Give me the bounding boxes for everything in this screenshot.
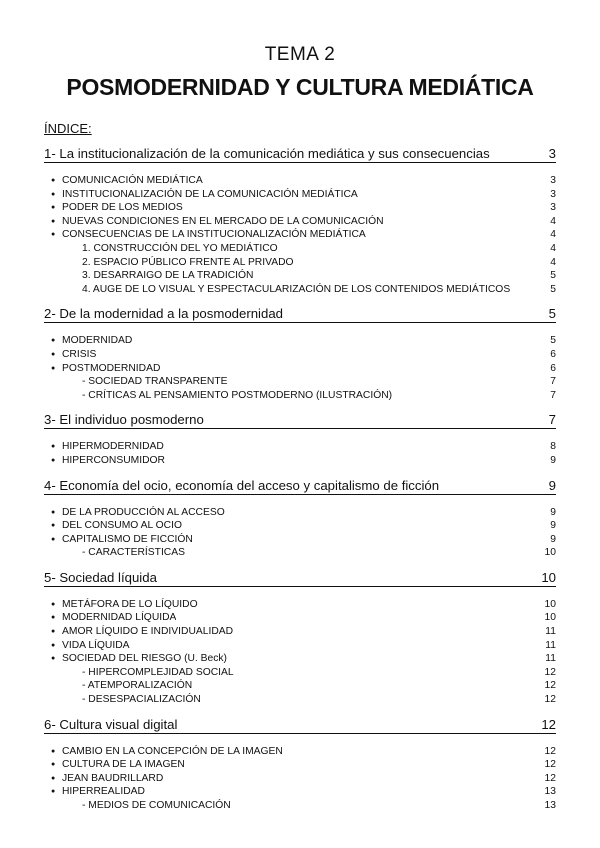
section-title: 1- La institucionalización de la comunicación mediática y sus consecuencias — [44, 146, 490, 161]
entry-page-number: 3 — [550, 175, 556, 186]
entry-label: ● PODER DE LOS MEDIOS — [44, 201, 183, 215]
toc-entry — [44, 174, 556, 188]
entry-page-number: 9 — [550, 533, 556, 545]
entry-label: ● CONSECUENCIAS DE LA INSTITUCIONALIZACIÓN MEDIÁTICA — [44, 228, 366, 242]
entry-label: ● COMUNICACIÓN MEDIÁTICA — [44, 174, 203, 188]
toc-entry — [44, 533, 556, 547]
toc-subentry — [44, 283, 556, 297]
section-page-number: 7 — [548, 412, 556, 428]
section-title: 6- Cultura visual digital — [44, 716, 178, 732]
toc-entry — [44, 215, 556, 229]
section-items — [44, 334, 556, 402]
entry-label: 1. CONSTRUCCIÓN DEL YO MEDIÁTICO — [82, 242, 278, 254]
toc-entry — [44, 772, 556, 786]
toc-entry — [44, 519, 556, 533]
toc-section — [44, 412, 556, 467]
section-heading — [44, 478, 556, 495]
section-title: 4- Economía del ocio, economía del acceso y capitalismo de ficción — [44, 477, 440, 493]
toc-entry — [44, 348, 556, 362]
toc-entry — [44, 745, 556, 759]
entry-label: ● CAMBIO EN LA CONCEPCIÓN DE LA IMAGEN — [44, 745, 283, 759]
entry-page-number: 12 — [544, 680, 556, 692]
entry-page-number: 4 — [550, 229, 556, 241]
entry-label: ● JEAN BAUDRILLARD — [44, 772, 163, 786]
entry-label: 3. DESARRAIGO DE LA TRADICIÓN — [82, 270, 254, 282]
entry-label: ● AMOR LÍQUIDO E INDIVIDUALIDAD — [44, 625, 233, 639]
section-heading — [44, 146, 556, 163]
section-page-number: 3 — [548, 146, 556, 161]
entry-label: 2. ESPACIO PÚBLICO FRENTE AL PRIVADO — [82, 256, 294, 268]
entry-page-number: 10 — [544, 612, 556, 624]
entry-page-number: 13 — [544, 786, 556, 798]
entry-label: ● CAPITALISMO DE FICCIÓN — [44, 533, 193, 547]
toc-subentry — [44, 799, 556, 813]
entry-label: - CRÍTICAS AL PENSAMIENTO POSTMODERNO (ILUSTRACIÓN) — [82, 389, 393, 401]
entry-page-number: 11 — [545, 653, 556, 665]
entry-label: ● VIDA LÍQUIDA — [44, 639, 130, 653]
document-title: POSMODERNIDAD Y CULTURA MEDIÁTICA — [66, 74, 534, 100]
section-title: 5- Sociedad líquida — [44, 569, 157, 585]
section-items — [44, 174, 556, 296]
toc-section — [44, 717, 556, 813]
tema-heading: TEMA 2 — [264, 44, 336, 65]
section-page-number: 9 — [548, 477, 556, 493]
entry-label: ● SOCIEDAD DEL RIESGO (U. Beck) — [44, 652, 227, 666]
entry-label: - ATEMPORALIZACIÓN — [82, 680, 193, 692]
section-page-number: 12 — [541, 716, 556, 732]
entry-label: ● HIPERREALIDAD — [44, 785, 145, 799]
section-page-number: 5 — [548, 306, 556, 322]
entry-page-number: 6 — [550, 362, 556, 374]
toc-subentry — [44, 679, 556, 693]
toc-entry — [44, 188, 556, 202]
toc-subentry — [44, 693, 556, 707]
entry-page-number: 12 — [544, 759, 556, 771]
toc-section — [44, 478, 556, 560]
entry-page-number: 5 — [550, 335, 556, 347]
entry-label: ● INSTITUCIONALIZACIÓN DE LA COMUNICACIÓN MEDIÁTICA — [44, 188, 358, 202]
toc-entry — [44, 785, 556, 799]
entry-label: - SOCIEDAD TRANSPARENTE — [82, 376, 228, 388]
entry-page-number: 7 — [550, 389, 556, 401]
toc-entry — [44, 454, 556, 468]
entry-page-number: 10 — [544, 598, 556, 610]
section-heading — [44, 717, 556, 734]
section-title: 2- De la modernidad a la posmodernidad — [44, 306, 283, 322]
entry-label: ● HIPERCONSUMIDOR — [44, 454, 165, 468]
section-page-number: 10 — [541, 569, 556, 585]
entry-label: - CARACTERÍSTICAS — [82, 547, 185, 559]
entry-page-number: 5 — [550, 270, 556, 282]
entry-label: ● METÁFORA DE LO LÍQUIDO — [44, 598, 198, 612]
entry-label: ● NUEVAS CONDICIONES EN EL MERCADO DE LA COMUNICACIÓN — [44, 215, 384, 229]
toc-section — [44, 306, 556, 402]
section-items — [44, 598, 556, 707]
section-heading — [44, 412, 556, 429]
entry-page-number: 12 — [544, 772, 556, 784]
section-heading — [44, 570, 556, 587]
entry-label: ● DEL CONSUMO AL OCIO — [44, 519, 182, 533]
entry-label: ● MODERNIDAD — [44, 334, 132, 348]
entry-page-number: 8 — [550, 441, 556, 453]
toc-subentry — [44, 666, 556, 680]
section-title: 3- El individuo posmoderno — [44, 412, 204, 428]
toc-subentry — [44, 242, 556, 256]
index-label: ÍNDICE: — [44, 121, 92, 136]
entry-label: ● HIPERMODERNIDAD — [44, 440, 164, 454]
entry-page-number: 12 — [544, 745, 556, 757]
section-items — [44, 440, 556, 467]
entry-page-number: 4 — [550, 242, 556, 254]
toc-entry — [44, 362, 556, 376]
section-items — [44, 506, 556, 560]
entry-page-number: 4 — [550, 256, 556, 268]
entry-label: - MEDIOS DE COMUNICACIÓN — [82, 800, 231, 811]
toc-subentry — [44, 269, 556, 283]
toc-entry — [44, 652, 556, 666]
toc-entry — [44, 201, 556, 215]
toc-entry — [44, 440, 556, 454]
toc-entry — [44, 625, 556, 639]
entry-label: ● MODERNIDAD LÍQUIDA — [44, 611, 176, 625]
toc-entry — [44, 611, 556, 625]
entry-label: 4. AUGE DE LO VISUAL Y ESPECTACULARIZACIÓN DE LOS CONTENIDOS MEDIÁTICOS — [82, 283, 511, 295]
toc-entry — [44, 228, 556, 242]
toc-entry — [44, 758, 556, 772]
entry-page-number: 12 — [544, 694, 556, 706]
entry-page-number: 13 — [544, 800, 556, 811]
section-items — [44, 745, 556, 813]
toc-section — [44, 146, 556, 296]
toc-subentry — [44, 546, 556, 560]
entry-page-number: 4 — [550, 215, 556, 227]
entry-label: ● POSTMODERNIDAD — [44, 362, 160, 376]
toc-subentry — [44, 389, 556, 403]
entry-page-number: 6 — [550, 348, 556, 360]
entry-page-number: 9 — [550, 506, 556, 518]
entry-label: - DESESPACIALIZACIÓN — [82, 694, 201, 706]
entry-label: ● DE LA PRODUCCIÓN AL ACCESO — [44, 506, 225, 520]
entry-label: ● CULTURA DE LA IMAGEN — [44, 758, 185, 772]
entry-page-number: 11 — [545, 639, 556, 651]
entry-page-number: 10 — [544, 547, 556, 559]
entry-page-number: 7 — [550, 376, 556, 388]
toc-entry — [44, 334, 556, 348]
entry-page-number: 3 — [550, 202, 556, 214]
entry-label: - HIPERCOMPLEJIDAD SOCIAL — [82, 666, 234, 678]
toc-section — [44, 570, 556, 707]
entry-page-number: 3 — [550, 188, 556, 200]
toc-subentry — [44, 256, 556, 270]
entry-page-number: 11 — [545, 626, 556, 638]
table-of-contents — [44, 146, 556, 813]
entry-page-number: 5 — [550, 283, 556, 295]
entry-page-number: 9 — [550, 520, 556, 532]
section-heading — [44, 306, 556, 323]
toc-entry — [44, 598, 556, 612]
entry-page-number: 12 — [544, 666, 556, 678]
toc-subentry — [44, 375, 556, 389]
toc-entry — [44, 506, 556, 520]
entry-page-number: 9 — [550, 454, 556, 466]
entry-label: ● CRISIS — [44, 348, 96, 362]
toc-entry — [44, 639, 556, 653]
